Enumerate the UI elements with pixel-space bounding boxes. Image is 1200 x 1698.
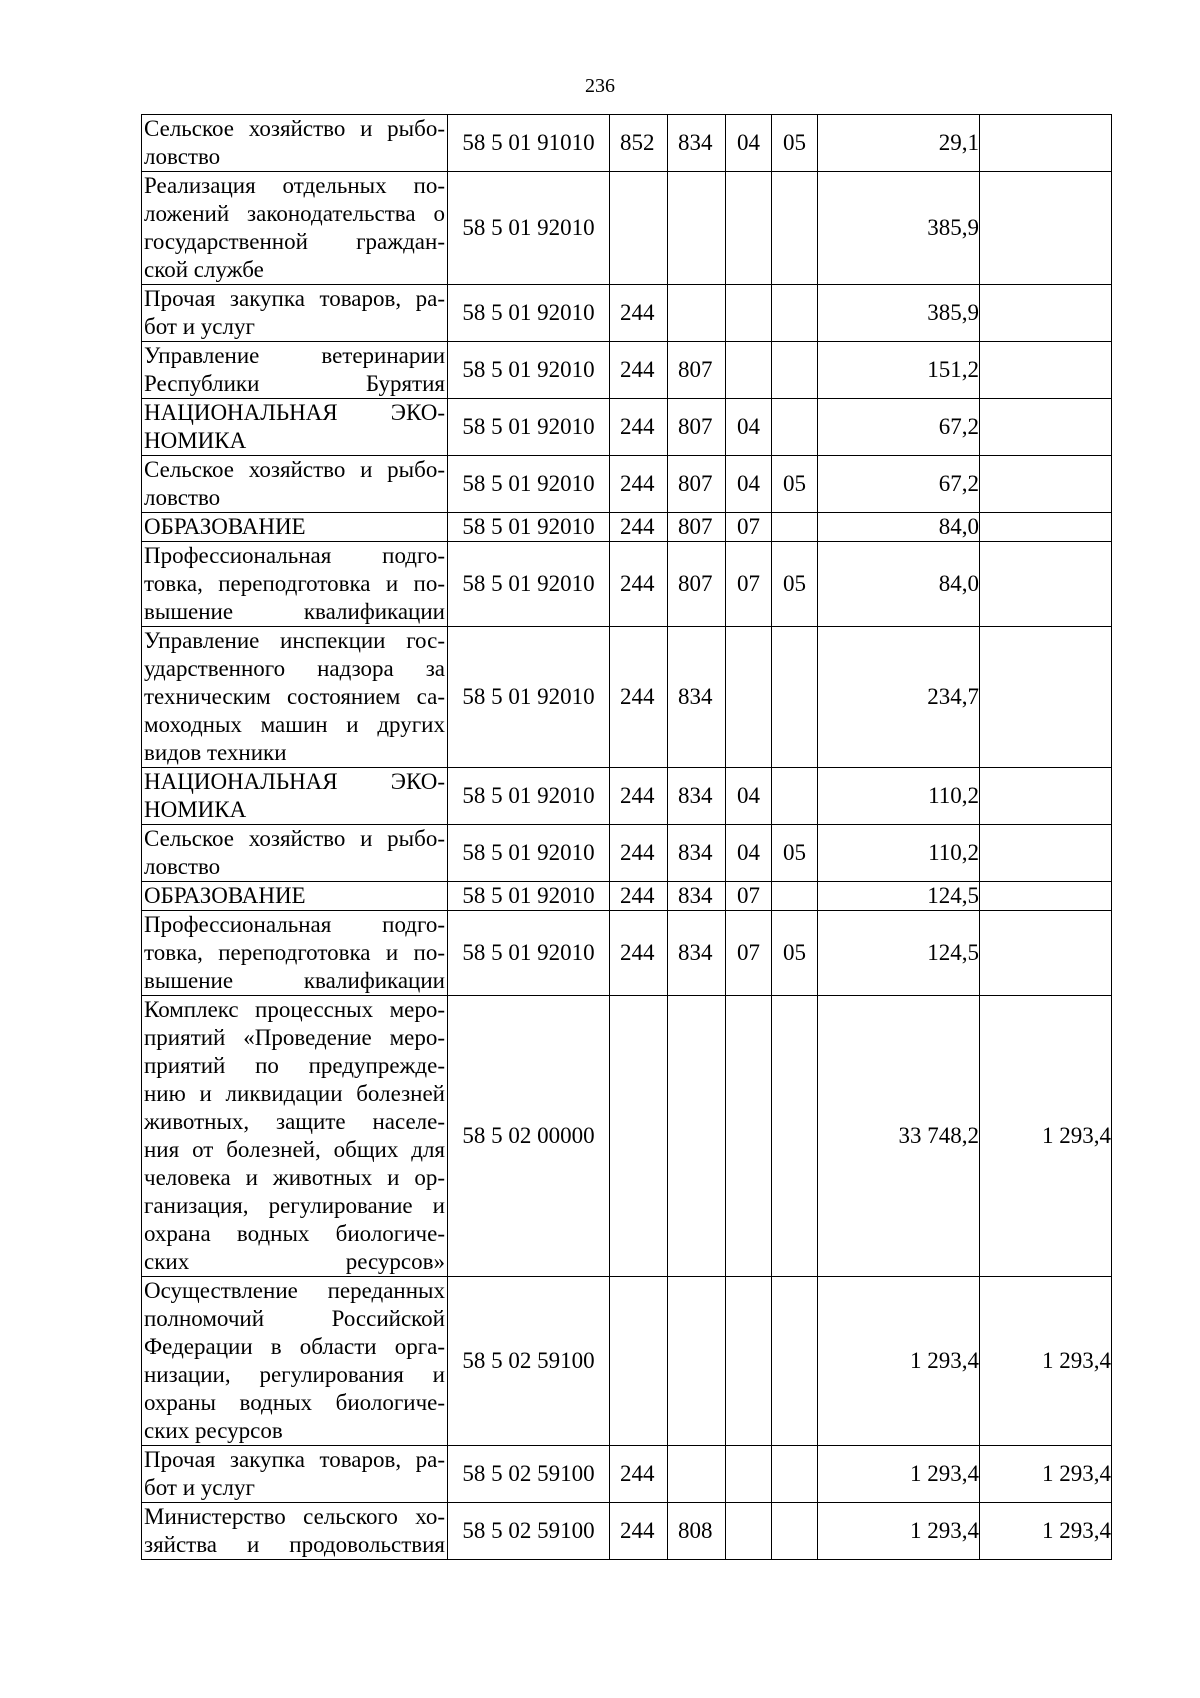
name-line: НОМИКА <box>144 797 247 822</box>
name-line: вышение квалификации <box>144 599 445 624</box>
name-cell <box>142 399 448 456</box>
sum2-cell <box>980 513 1112 542</box>
csr-cell: 58 5 02 59100 <box>448 1446 610 1503</box>
name-line: низации, регулирования и <box>144 1362 445 1387</box>
rz-cell <box>726 1503 772 1560</box>
table-row <box>142 627 1112 768</box>
rz-cell: 04 <box>726 768 772 825</box>
pr-cell <box>772 996 818 1277</box>
rz-cell: 07 <box>726 911 772 996</box>
rz-cell <box>726 342 772 399</box>
grbs-cell <box>668 1277 726 1446</box>
name-line: Федерации в области орга- <box>144 1334 445 1359</box>
table-row <box>142 172 1112 285</box>
table-row <box>142 285 1112 342</box>
name-line: техническим состоянием са- <box>144 684 445 709</box>
table-row <box>142 882 1112 911</box>
name-line: ложений законодательства о <box>144 201 445 226</box>
csr-cell: 58 5 01 92010 <box>448 882 610 911</box>
vr-cell: 244 <box>610 399 668 456</box>
name-line: ударственного надзора за <box>144 656 445 681</box>
name-line: Управление ветеринарии <box>144 343 445 368</box>
vr-cell <box>610 996 668 1277</box>
pr-cell <box>772 342 818 399</box>
vr-cell: 244 <box>610 1446 668 1503</box>
vr-cell: 244 <box>610 825 668 882</box>
grbs-cell: 834 <box>668 115 726 172</box>
table-row <box>142 996 1112 1277</box>
pr-cell <box>772 285 818 342</box>
table-body <box>142 115 1112 1560</box>
table-row <box>142 1277 1112 1446</box>
sum2-cell: 1 293,4 <box>980 1277 1112 1446</box>
name-cell <box>142 342 448 399</box>
name-cell <box>142 882 448 911</box>
name-line: Профессиональная подго- <box>144 912 445 937</box>
grbs-cell: 807 <box>668 456 726 513</box>
name-line: государственной граждан- <box>144 229 445 254</box>
name-line: ловство <box>144 854 221 879</box>
pr-cell <box>772 882 818 911</box>
table-row <box>142 456 1112 513</box>
sum-cell: 67,2 <box>818 399 980 456</box>
grbs-cell: 834 <box>668 882 726 911</box>
name-line: животных, защите населе- <box>144 1109 445 1134</box>
grbs-cell: 834 <box>668 768 726 825</box>
csr-cell: 58 5 01 92010 <box>448 456 610 513</box>
sum2-cell: 1 293,4 <box>980 1446 1112 1503</box>
sum2-cell <box>980 825 1112 882</box>
pr-cell <box>772 513 818 542</box>
table-row <box>142 399 1112 456</box>
rz-cell: 07 <box>726 542 772 627</box>
name-line: ловство <box>144 485 221 510</box>
sum-cell: 124,5 <box>818 882 980 911</box>
grbs-cell: 834 <box>668 825 726 882</box>
name-line: нию и ликвидации болезней <box>144 1081 445 1106</box>
vr-cell: 244 <box>610 456 668 513</box>
name-line: ловство <box>144 144 221 169</box>
name-line: ОБРАЗОВАНИЕ <box>144 514 306 539</box>
rz-cell: 04 <box>726 825 772 882</box>
name-line: охраны водных биологиче- <box>144 1390 445 1415</box>
page-number: 236 <box>585 75 615 97</box>
name-line: Реализация отдельных по- <box>144 173 445 198</box>
name-cell <box>142 542 448 627</box>
vr-cell: 244 <box>610 768 668 825</box>
grbs-cell <box>668 1446 726 1503</box>
name-line: Профессиональная подго- <box>144 543 445 568</box>
name-line: Комплекс процессных меро- <box>144 997 445 1022</box>
name-cell <box>142 911 448 996</box>
sum-cell: 385,9 <box>818 285 980 342</box>
csr-cell: 58 5 01 92010 <box>448 513 610 542</box>
pr-cell <box>772 1277 818 1446</box>
csr-cell: 58 5 01 92010 <box>448 911 610 996</box>
sum2-cell <box>980 768 1112 825</box>
name-line: бот и услуг <box>144 314 255 339</box>
sum2-cell: 1 293,4 <box>980 1503 1112 1560</box>
vr-cell: 244 <box>610 627 668 768</box>
name-line: полномочий Российской <box>144 1306 445 1331</box>
rz-cell: 04 <box>726 456 772 513</box>
name-cell <box>142 825 448 882</box>
vr-cell <box>610 172 668 285</box>
sum-cell: 67,2 <box>818 456 980 513</box>
vr-cell: 244 <box>610 285 668 342</box>
table-row <box>142 342 1112 399</box>
name-line: НОМИКА <box>144 428 247 453</box>
name-cell <box>142 768 448 825</box>
name-line: бот и услуг <box>144 1475 255 1500</box>
csr-cell: 58 5 01 92010 <box>448 627 610 768</box>
grbs-cell <box>668 996 726 1277</box>
sum-cell: 84,0 <box>818 542 980 627</box>
name-line: приятий по предупрежде- <box>144 1053 445 1078</box>
grbs-cell: 834 <box>668 911 726 996</box>
csr-cell: 58 5 01 91010 <box>448 115 610 172</box>
name-line: Сельское хозяйство и рыбо- <box>144 116 445 141</box>
name-cell <box>142 627 448 768</box>
pr-cell <box>772 1446 818 1503</box>
name-line: НАЦИОНАЛЬНАЯ ЭКО- <box>144 769 445 794</box>
pr-cell <box>772 172 818 285</box>
table-row <box>142 513 1112 542</box>
csr-cell: 58 5 01 92010 <box>448 399 610 456</box>
name-cell <box>142 456 448 513</box>
name-line: приятий «Проведение меро- <box>144 1025 445 1050</box>
sum-cell: 234,7 <box>818 627 980 768</box>
name-cell <box>142 115 448 172</box>
table-row <box>142 825 1112 882</box>
grbs-cell <box>668 172 726 285</box>
rz-cell <box>726 285 772 342</box>
sum2-cell <box>980 882 1112 911</box>
rz-cell <box>726 172 772 285</box>
sum2-cell: 1 293,4 <box>980 996 1112 1277</box>
sum2-cell <box>980 542 1112 627</box>
table-row <box>142 768 1112 825</box>
grbs-cell: 807 <box>668 542 726 627</box>
name-line: Республики Бурятия <box>144 371 445 396</box>
csr-cell: 58 5 02 59100 <box>448 1277 610 1446</box>
rz-cell: 07 <box>726 882 772 911</box>
vr-cell <box>610 1277 668 1446</box>
table-row <box>142 1503 1112 1560</box>
sum2-cell <box>980 627 1112 768</box>
name-cell <box>142 1446 448 1503</box>
rz-cell: 04 <box>726 399 772 456</box>
name-line: человека и животных и ор- <box>144 1165 445 1190</box>
pr-cell <box>772 627 818 768</box>
name-line: Сельское хозяйство и рыбо- <box>144 826 445 851</box>
rz-cell <box>726 996 772 1277</box>
budget-table <box>141 114 1112 1560</box>
grbs-cell: 808 <box>668 1503 726 1560</box>
name-line: Осуществление переданных <box>144 1278 445 1303</box>
name-line: ских ресурсов» <box>144 1249 445 1274</box>
grbs-cell: 807 <box>668 513 726 542</box>
name-line: ОБРАЗОВАНИЕ <box>144 883 306 908</box>
name-line: НАЦИОНАЛЬНАЯ ЭКО- <box>144 400 445 425</box>
sum2-cell <box>980 342 1112 399</box>
name-line: Министерство сельского хо- <box>144 1504 445 1529</box>
name-line: вышение квалификации <box>144 968 445 993</box>
vr-cell: 244 <box>610 542 668 627</box>
sum-cell: 110,2 <box>818 825 980 882</box>
rz-cell <box>726 1446 772 1503</box>
csr-cell: 58 5 01 92010 <box>448 768 610 825</box>
pr-cell: 05 <box>772 825 818 882</box>
sum2-cell <box>980 911 1112 996</box>
vr-cell: 244 <box>610 342 668 399</box>
name-line: Прочая закупка товаров, ра- <box>144 1447 445 1472</box>
pr-cell <box>772 1503 818 1560</box>
sum-cell: 124,5 <box>818 911 980 996</box>
pr-cell: 05 <box>772 456 818 513</box>
table-row <box>142 115 1112 172</box>
name-line: ских ресурсов <box>144 1418 283 1443</box>
rz-cell: 07 <box>726 513 772 542</box>
sum2-cell <box>980 115 1112 172</box>
sum-cell: 1 293,4 <box>818 1277 980 1446</box>
name-line: Управление инспекции гос- <box>144 628 445 653</box>
grbs-cell: 834 <box>668 627 726 768</box>
name-cell <box>142 1503 448 1560</box>
csr-cell: 58 5 01 92010 <box>448 542 610 627</box>
name-cell <box>142 996 448 1277</box>
name-line: зяйства и продовольствия <box>144 1532 445 1557</box>
name-line: охрана водных биологиче- <box>144 1221 445 1246</box>
name-line: ганизация, регулирование и <box>144 1193 445 1218</box>
name-cell <box>142 285 448 342</box>
name-line: ния от болезней, общих для <box>144 1137 445 1162</box>
pr-cell: 05 <box>772 911 818 996</box>
table-row <box>142 911 1112 996</box>
rz-cell <box>726 1277 772 1446</box>
grbs-cell: 807 <box>668 342 726 399</box>
name-cell <box>142 1277 448 1446</box>
sum-cell: 33 748,2 <box>818 996 980 1277</box>
pr-cell: 05 <box>772 115 818 172</box>
sum2-cell <box>980 285 1112 342</box>
name-line: видов техники <box>144 740 287 765</box>
sum-cell: 29,1 <box>818 115 980 172</box>
sum-cell: 84,0 <box>818 513 980 542</box>
name-line: ской службе <box>144 257 264 282</box>
sum2-cell <box>980 399 1112 456</box>
table-row <box>142 542 1112 627</box>
csr-cell: 58 5 02 00000 <box>448 996 610 1277</box>
name-line: Сельское хозяйство и рыбо- <box>144 457 445 482</box>
name-line: товка, переподготовка и по- <box>144 571 445 596</box>
name-cell <box>142 513 448 542</box>
sum-cell: 1 293,4 <box>818 1503 980 1560</box>
rz-cell: 04 <box>726 115 772 172</box>
table-row <box>142 1446 1112 1503</box>
vr-cell: 244 <box>610 911 668 996</box>
name-cell <box>142 172 448 285</box>
vr-cell: 244 <box>610 882 668 911</box>
vr-cell: 244 <box>610 513 668 542</box>
grbs-cell <box>668 285 726 342</box>
pr-cell <box>772 768 818 825</box>
pr-cell <box>772 399 818 456</box>
sum-cell: 385,9 <box>818 172 980 285</box>
sum-cell: 151,2 <box>818 342 980 399</box>
csr-cell: 58 5 01 92010 <box>448 342 610 399</box>
pr-cell: 05 <box>772 542 818 627</box>
grbs-cell: 807 <box>668 399 726 456</box>
sum2-cell <box>980 456 1112 513</box>
csr-cell: 58 5 01 92010 <box>448 285 610 342</box>
vr-cell: 852 <box>610 115 668 172</box>
name-line: товка, переподготовка и по- <box>144 940 445 965</box>
sum2-cell <box>980 172 1112 285</box>
rz-cell <box>726 627 772 768</box>
vr-cell: 244 <box>610 1503 668 1560</box>
csr-cell: 58 5 01 92010 <box>448 825 610 882</box>
sum-cell: 1 293,4 <box>818 1446 980 1503</box>
sum-cell: 110,2 <box>818 768 980 825</box>
name-line: моходных машин и других <box>144 712 445 737</box>
csr-cell: 58 5 01 92010 <box>448 172 610 285</box>
csr-cell: 58 5 02 59100 <box>448 1503 610 1560</box>
name-line: Прочая закупка товаров, ра- <box>144 286 445 311</box>
